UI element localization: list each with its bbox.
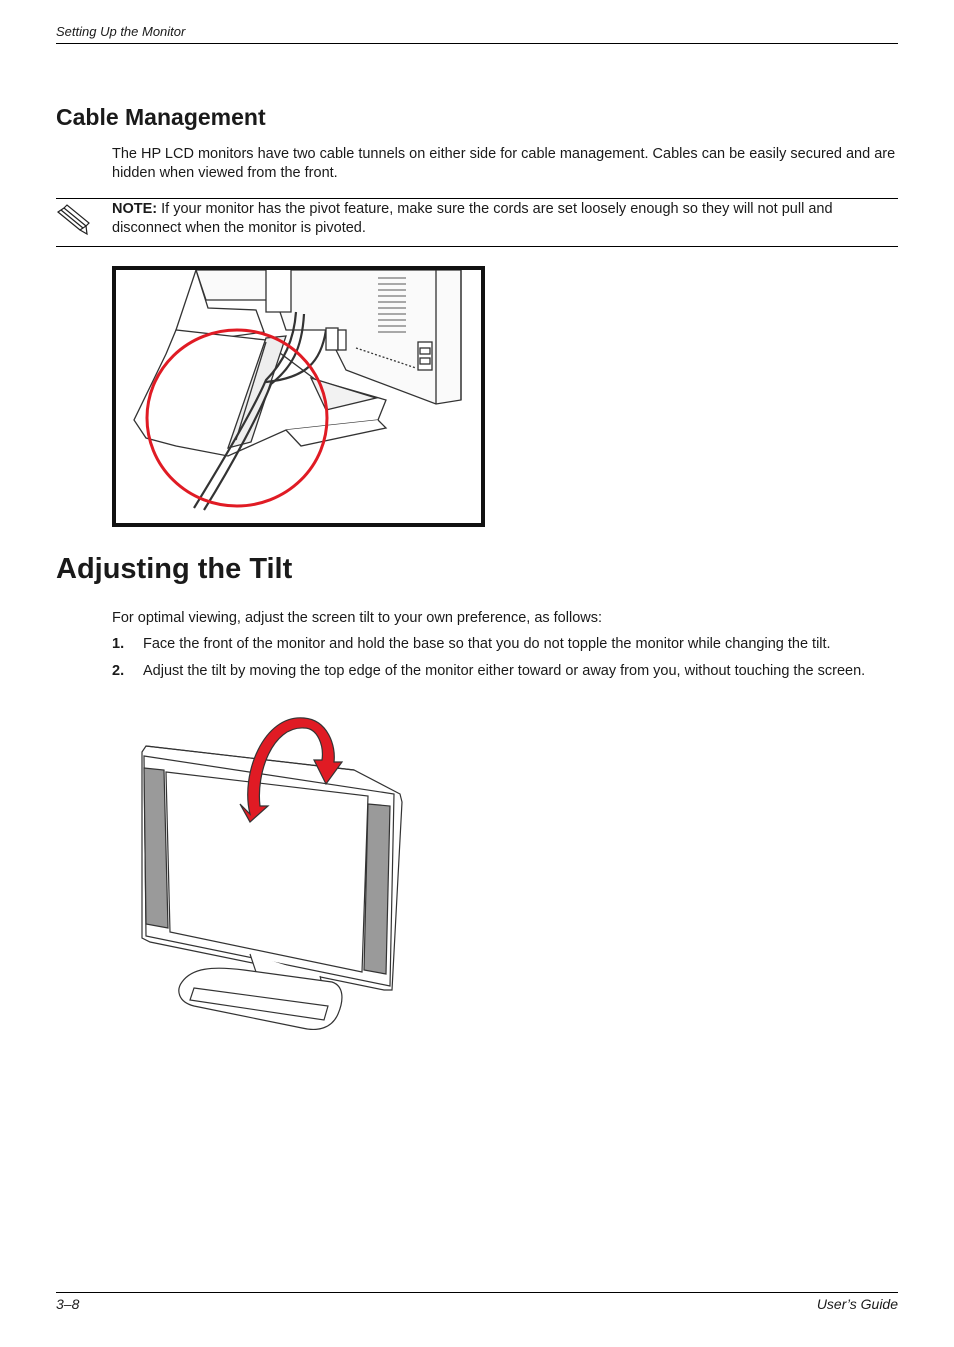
tilt-monitor-illustration bbox=[132, 710, 412, 1030]
pencil-note-icon bbox=[56, 202, 106, 236]
step-number: 2. bbox=[112, 663, 125, 679]
note-label: NOTE: bbox=[112, 201, 158, 217]
cable-management-body: The HP LCD monitors have two cable tunnels on either side for cable management. Cables can be easily secured and are hidden when viewed from the front. bbox=[112, 146, 896, 181]
cable-management-heading: Cable Management bbox=[56, 104, 266, 130]
step-text: Adjust the tilt by moving the top edge of the monitor either toward or away from you, without touching the screen. bbox=[143, 663, 866, 679]
header-section-title: Setting Up the Monitor bbox=[56, 24, 186, 39]
footer-doc-title: User’s Guide bbox=[816, 1296, 898, 1312]
note-top-rule bbox=[56, 198, 898, 199]
page-number: 3–8 bbox=[56, 1296, 80, 1312]
adjusting-tilt-intro: For optimal viewing, adjust the screen tilt to your own preference, as follows: bbox=[112, 610, 603, 626]
header-rule bbox=[56, 43, 898, 44]
note-bottom-rule bbox=[56, 246, 898, 247]
note-block bbox=[112, 200, 898, 238]
footer-rule bbox=[56, 1292, 898, 1293]
step-number: 1. bbox=[112, 636, 125, 652]
step-text: Face the front of the monitor and hold the base so that you do not topple the monitor while changing the tilt. bbox=[143, 636, 831, 652]
note-text: If your monitor has the pivot feature, make sure the cords are set loosely enough so they will not pull and disconnect when the monitor is pivoted. bbox=[112, 201, 833, 236]
adjusting-tilt-heading: Adjusting the Tilt bbox=[56, 553, 293, 585]
cable-tunnel-illustration bbox=[116, 270, 481, 523]
cable-management-figure bbox=[112, 266, 485, 527]
